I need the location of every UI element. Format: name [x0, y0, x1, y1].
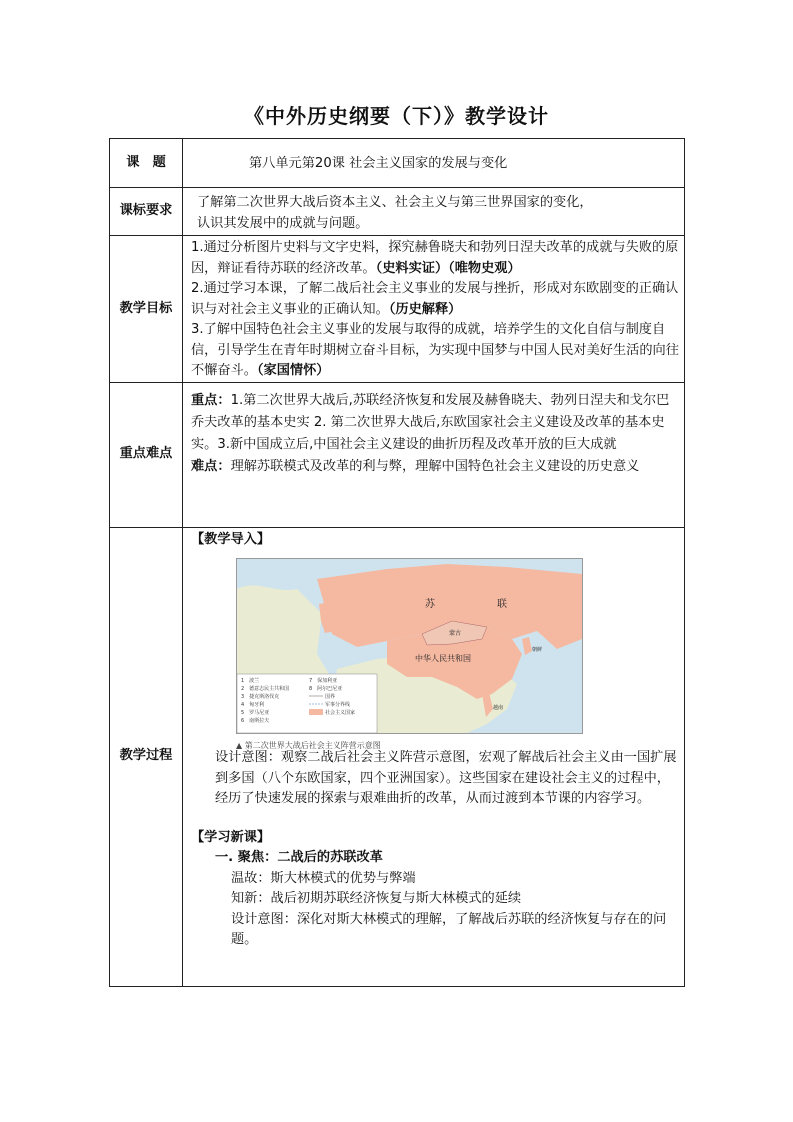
map-image	[236, 558, 583, 734]
map-label-mongolia: 蒙古	[449, 630, 462, 637]
legend-item: 军事分界线	[325, 702, 351, 708]
lesson-plan-table	[109, 138, 685, 987]
legend-item: 8 阿尔巴尼亚	[309, 686, 343, 692]
map-label-vietnam: 越南	[493, 705, 504, 711]
goal-3: 3.了解中国特色社会主义事业的发展与取得的成就，培养学生的文化自信与制度自信，引导学生在青年时期树立奋斗目标，为实现中国梦与中国人民对美好生活的向往不懈奋斗。（家国情怀）	[191, 322, 679, 378]
topic-label: 课 题	[110, 139, 183, 188]
legend-item: 2 德意志民主共和国	[241, 686, 290, 692]
goal-3-tag: （家国情怀）	[256, 363, 330, 378]
legend-item: 国界	[325, 694, 336, 700]
goals-label: 教学目标	[110, 236, 183, 383]
legend-item: 7 保加利亚	[309, 678, 338, 684]
standard-line-2: 认识其发展中的成就与问题。	[197, 215, 369, 231]
legend-item: 3 捷克斯洛伐克	[241, 694, 280, 700]
standard-line-1: 了解第二次世界大战后资本主义、社会主义与第三世界国家的变化，	[197, 195, 593, 210]
key-label: 重点难点	[110, 382, 183, 527]
map-label-ussr-2: 联	[497, 599, 507, 610]
socialist-camp-map	[236, 558, 581, 750]
legend-item: 社会主义国家	[325, 710, 356, 716]
focus-text: 重点：1.第二次世界大战后,苏联经济恢复和发展及赫鲁晓夫、勃列日涅夫和戈尔巴乔夫改革的基本史实 2. 第二次世界大战后,东欧国家社会主义建设及改革的基本史实。3.新中国成立后,中国社会主义建设的曲折历程及改革开放的巨大成就	[191, 392, 670, 452]
legend-socialist-swatch	[309, 709, 323, 715]
process-label: 教学过程	[110, 527, 183, 986]
goal-1: 1.通过分析图片史料与文字史料，探究赫鲁晓夫和勃列日涅夫改革的成就与失败的原因，辩证看待苏联的经济改革。（史料实证）（唯物史观）	[191, 240, 679, 276]
map-label-korea: 朝鲜	[532, 647, 543, 653]
row-topic	[110, 139, 685, 188]
goal-2-tag: （历史解释）	[388, 301, 462, 317]
map-label-china: 中华人民共和国	[415, 654, 471, 663]
goal-1-tag: （史料实证）（唯物史观）	[375, 260, 521, 276]
row-process	[110, 527, 685, 986]
map-label-ussr-1: 苏	[425, 599, 435, 610]
design-intent-2: 设计意图：深化对斯大林模式的理解，了解战后苏联的经济恢复与存在的问题。	[231, 911, 667, 947]
goal-2: 2.通过学习本课，了解二战后社会主义事业的发展与挫折，形成对东欧剧变的正确认识与对社会主义事业的正确认知。（历史解释）	[191, 281, 679, 317]
document-title: 《中外历史纲要（下）》教学设计	[244, 104, 549, 128]
new-lesson-heading: 【学习新课】	[191, 829, 271, 845]
legend-item: 5 罗马尼亚	[241, 710, 270, 716]
review-line: 温故：斯大林模式的优势与弊端	[231, 870, 416, 886]
design-intent-1: 设计意图：观察二战后社会主义阵营示意图，宏观了解战后社会主义由一国扩展到多国（八个东欧国家，四个亚洲国家）。这些国家在建设社会主义的过程中，经历了快速发展的探索与艰难曲折的改革，从而过渡到本节课的内容学习。	[215, 750, 677, 806]
legend-item: 1 波兰	[241, 678, 260, 684]
row-goals	[110, 236, 685, 383]
row-key-points	[110, 382, 685, 527]
topic-value: 第八单元第20课 社会主义国家的发展与变化	[249, 156, 508, 171]
legend-item: 6 南斯拉夫	[241, 718, 270, 724]
map-caption: ▲ 第二次世界大战后社会主义阵营示意图	[236, 741, 381, 750]
intro-heading: 【教学导入】	[191, 531, 271, 547]
standard-label: 课标要求	[110, 188, 183, 236]
new-knowledge-line: 知新：战后初期苏联经济恢复与斯大林模式的延续	[231, 891, 522, 906]
legend-item: 4 匈牙利	[241, 702, 265, 708]
row-standard	[110, 188, 685, 236]
difficulty-text: 难点：理解苏联模式及改革的利与弊，理解中国特色社会主义建设的历史意义	[191, 458, 640, 474]
section-1-heading: 一. 聚焦：二战后的苏联改革	[215, 850, 383, 865]
